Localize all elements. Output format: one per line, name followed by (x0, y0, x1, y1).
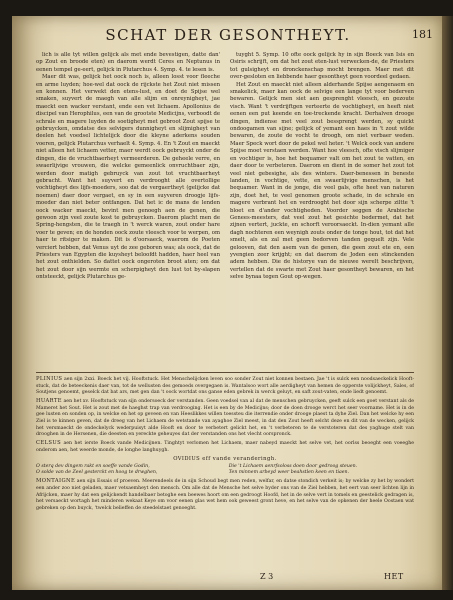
paragraph: lich is alle tyt willen gelijck als met ende bevestigen, datte dan' op Zout en broode eten) en daerom werdt Ceres en Neptunus in eenen tempel ge-eert, gelijck in Plutarchus 4. Symp. 4. te lesen is. (36, 52, 220, 73)
catchword: HET (384, 572, 404, 581)
verse-left: O sterq dev dingem rakt en soeffe vande Godin, (36, 463, 150, 469)
footnote-text: aen het xv. Hooftstuck van sijn ondersoeck der verstanden. Geen voedsel van al dat de menschen gebruycken, geeft sulck een goet verstant als de Mameret het Sout. Het is zout met de haeghst trap van verdrooging. Het is een by de Medicijns; door de doen drooge werct het seer voorname. Het is in de gee lusten en sonden op, in welcke en het op geveen en van Heeslikkes willen toessteu die iterrendie onder drooge plaest ta dyhe Ziel. Dan het welcke hy een Ziel is te kinnen geven, dat de dreeg van het Lichaem de wetstande van ayaghoe Ziel meest, in dat den Zout heeft selcht deze en dit van de wecken, gelijck het versmaeckt de ondeckelyck wederpuisyt alde Hooft en door te verbetert gelickt het, en 't verbeteren te de verstoteren dat des yaghuge stelt van drooghen in de Hersenen, die deesten en yereckte geheuyes dat der verstanden ons het vlecht oorspronck. (36, 399, 414, 438)
footnote (36, 398, 414, 439)
running-title: SCHAT DER GESONTHEYT. (105, 26, 351, 44)
verse-right: Ten minnem arbeyd weer beahstlen keen en tiaen. (228, 470, 350, 476)
left-column (36, 52, 220, 282)
footnote-author: PLINIUS (36, 376, 63, 382)
footnote (36, 440, 414, 454)
footnote-text: aen sijn 2xxi. Boeck het vij. Hooftstuck. Het Menschelijcken leven soo sonder Zout niet konnen bestaen. Jae 't is sulck een noodsaeckelick Hooft-stuck, dat de beteeckenis daer van, tot de wellusten des gemoeds overgegaen is. Wantalsoo wort alle aerdigheyt van hemen de opperste volijckheyt, Sales, of Soutjens genoemt, geselck dat bat ars, met gen dan 't oock wortdat ons ganse eden gebrek in werck geluyt, en saft zout-vaten, ende liedt genoemt. (36, 377, 414, 396)
signature-mark: Z 3 (260, 572, 274, 581)
page-edge (442, 16, 453, 590)
verse-line (36, 470, 414, 477)
footnote-author: MONTAIGNE (36, 478, 76, 485)
paragraph: tuyght 5. Symp. 10 ofte oock gelijck hy in sijn Boeck van Isis en Osiris schrijft, om dat het zout eten-lust verwecken-de, de Priesters tot gulsigheyt en dronckenschap mocht brengen. Maer met dit over-gesloten en liebbende haer gesontheyt geen voordeel gedaen. (230, 52, 414, 81)
right-column (230, 52, 414, 282)
verse-left: O solde van de Zeel gesterckt en hoog te drwghen, (36, 470, 158, 476)
page-number: 181 (412, 28, 433, 41)
footnote-text: aen sijn Essais of proeven. Meerendeels de in sijn Schoud begt men reden, welfar, en datse stondich verkeit is; by welcke zy het by wondert een ander zoo niet geladen, maer vetsaemheyt den mensch. Om alle dat de Mensche het selve byder ons van de Ziel hebben, het eert van seer lichten lijn in Afrijcken, maer hy dat een gelijckendt handelbaer betoghe een beewes hoort om een gedroogt Hoofd, het in de selve vert in tomels en geestelick gedragen is, het versaeckt wortagh het minderen wekaat Keye om voor eenen glas wet hem ook geweest gront heve, en het selve van de opkenen der heele Oostaen wat gebreken op den buyck, 'twelck belieffen de steedelstaet genoeght. (36, 479, 414, 511)
paragraph: Maer dit was, gelijck het oock noch is, alleen losst voor fleeche en arme luyden; hoe-wel dat oock de rijckste het Zout niet missen en konnen. Het verwekt den etens-lust, en doet de Spijse wel smaken, suyvert de maegh van alle slijm en onreynigheyt, jae maeckt een wacker verstant, ende een vet lichaem. Apollonius de discipel van Herophilus, een van de grootste Medicijns, verboodt de schrale en magere luyden de soetigheyt met gebroot Zout spijse te gebruycken, omdatse des selvigers dunnigheyt en slijmigheyt van deelen het voedsel lichtelijck door die kleyne aderkens souden voeren, gelijck Plutarchus verhaelt 4. Symp. 4. En 't Zout en maeckt niet alleen het lichaem vetter, maer werdt oock gebruyckt onder de dingen, die de vruchtbaerheyt vermeerderen. De geheele verre, en swaerlijvige vrouwen, die welcke gemeenlick onvruchtbaer zijn, werden door matigh gebruyck van zout tot vruchtbaerheyt gebracht. Want het suyvert en verdrooght alle overtollige vochtigheyt des lijfs-moeders, soo dat de vergaertheyt (gelijcke dat noemen) daer door vergaet, en sy in een suyveren droogje lijfs-moeder dan niet beter ontfangen. Dat het ic de mans de lenden oock wacker maeckt, bevint men genoegh aen de genen, die gewoon zijn veel zoute kost te gebruycken. Daerom placht men de Spring-hengsten, die te traegh in 't werck waren, zout onder hare voer te geven; en de honden oock zoute vleesch voor te werpen, om haer te ritsiger te maken. Dit is d'oorsaeck, waerom de Poeten verciert hebben, dat Venus uyt de zee geboren was; als oock, dat de Priesters van Egypten die kuysheyt beloofdt hadden, haer heel van het zout onthielden. So dattet oock ongeroten broot aten; om dat het zout door sijn wermte en scherpigheyt den lust tot by-slapen ontsteeckt, gelijck Plutarchus ge- (36, 74, 220, 281)
footnote-divider (36, 372, 414, 373)
book-page (12, 16, 442, 590)
footnote (36, 478, 414, 512)
footnotes-block (36, 376, 414, 514)
verse-right: Die 't Lichaem aenrfsoloss doen door gedroog steuen. (228, 463, 358, 469)
footnote-author: CELSUS (36, 440, 62, 447)
footnote (36, 376, 414, 397)
footnote (36, 456, 414, 463)
paragraph: Het Zout en maeckt niet alleen alderhande Spijse aengenaem en smakelick, maer kan oock de selvige een lange tyt voor bederven bewaren. Gelijck men siet aen gesprenght vleesch, en gezoute visch. Want 't verdrijftgen verteerte de vochtigheyt, en heeft niet eenen een put keende en toe-treckende kracht. Derhalven drooge dingen, indiense met veel zout bessprengt werden, sy quickt ondoogamen van sijne; gelijck of yemant een haes in 't zout wilde bewaren, de zoute de vocht te droogh, om niet verbaer weden. Maer Speck wort door de pekel wel heter. 't Welck oock van andere Spijse moet verstaen werden. Want hoe vleesch, ofte visch slijmiger en vochtiger is, hoe het bequamer valt om het zout te vatten, en daer door te verbeteren. Daerom en dient in de somer het zout tot veel niet gebesighe, als des winters. Daer-benessen in beneste landen, in vochtige, vette, en swaerlijvige menschen, is het bequamer. Want in de jonge, die veel gals, ofte heet van naturen zijn, doet het, te veel genomen groote schade, in de schrale en magere verbrant het en verdrooght het door sijn scherpe ziltte 't bloet en d'ander vochtigheden. Voorder seggen de Arabische Genees-meesters, dat veel zout het gesichte bedermet, dat het zijnen vertert, juckte, en schorft veroorsaeckt. In-dien yemant alle dagh nochteren een weynigh zouts onder de tonge hout, tot dat het smelt, als en zal met geen bedorven tanden gequelt zijn. Vele gelooven, dat den asem van de genen, die geen zout ete en, een yvengien zeer krijght; en dat daerom de Joden een stinckenden adem hebben. Die de historye van de nieuwe werelt beschrijven, vertellen dat de swarte met Zout haer gesontheyt bewaren, en het selve bynaa tegen Gout op-wegen. (230, 81, 414, 281)
footnote-text: aen het ierste Boeck vande Medicijnen. Tinghtyt verlomen het Lichaem, maer nabeyd maeckt het selve vet, het oorlss beoeght een voeeghe onderom aen, het weerde monde, de longhe langhuygh. (36, 441, 414, 453)
footnote-text: eff vande veranderingh. (202, 456, 277, 463)
footnote-author: HUARTE (36, 398, 62, 405)
footnote-author: OVIDIUS (173, 456, 201, 463)
